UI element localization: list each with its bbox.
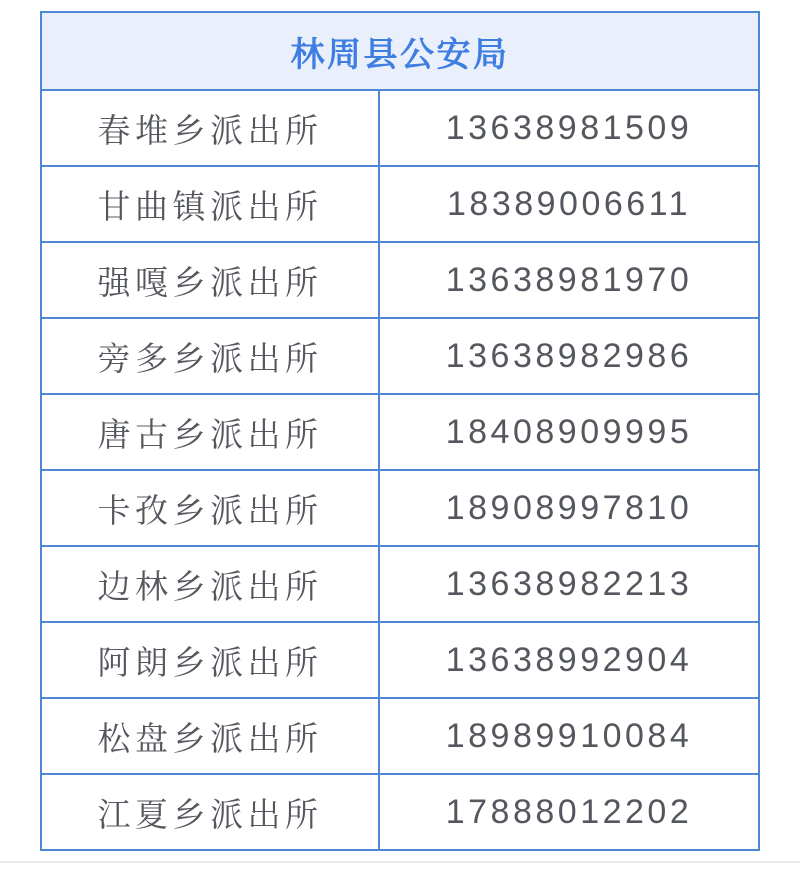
table-row <box>41 774 759 850</box>
phone-number-cell: 18989910084 <box>379 698 759 774</box>
table-row <box>41 394 759 470</box>
table-row <box>41 242 759 318</box>
phone-number-cell: 18389006611 <box>379 166 759 242</box>
phone-number-cell: 18908997810 <box>379 470 759 546</box>
next-table-edge-artifact <box>0 861 800 863</box>
table-row <box>41 622 759 698</box>
table-title: 林周县公安局 <box>41 12 759 90</box>
table-header-row <box>41 12 759 90</box>
phone-number-cell: 13638992904 <box>379 622 759 698</box>
station-name-cell: 江夏乡派出所 <box>41 774 379 850</box>
table-row <box>41 90 759 166</box>
station-name-cell: 卡孜乡派出所 <box>41 470 379 546</box>
station-name-cell: 春堆乡派出所 <box>41 90 379 166</box>
phone-directory-table <box>40 11 760 851</box>
table-row <box>41 318 759 394</box>
table-row <box>41 698 759 774</box>
phone-number-cell: 17888012202 <box>379 774 759 850</box>
station-name-cell: 唐古乡派出所 <box>41 394 379 470</box>
table-row <box>41 470 759 546</box>
station-name-cell: 边林乡派出所 <box>41 546 379 622</box>
station-name-cell: 强嘎乡派出所 <box>41 242 379 318</box>
station-name-cell: 旁多乡派出所 <box>41 318 379 394</box>
phone-number-cell: 13638982986 <box>379 318 759 394</box>
table-row <box>41 546 759 622</box>
table-row <box>41 166 759 242</box>
station-name-cell: 松盘乡派出所 <box>41 698 379 774</box>
phone-number-cell: 18408909995 <box>379 394 759 470</box>
phone-number-cell: 13638981509 <box>379 90 759 166</box>
phone-number-cell: 13638981970 <box>379 242 759 318</box>
phone-number-cell: 13638982213 <box>379 546 759 622</box>
station-name-cell: 甘曲镇派出所 <box>41 166 379 242</box>
station-name-cell: 阿朗乡派出所 <box>41 622 379 698</box>
